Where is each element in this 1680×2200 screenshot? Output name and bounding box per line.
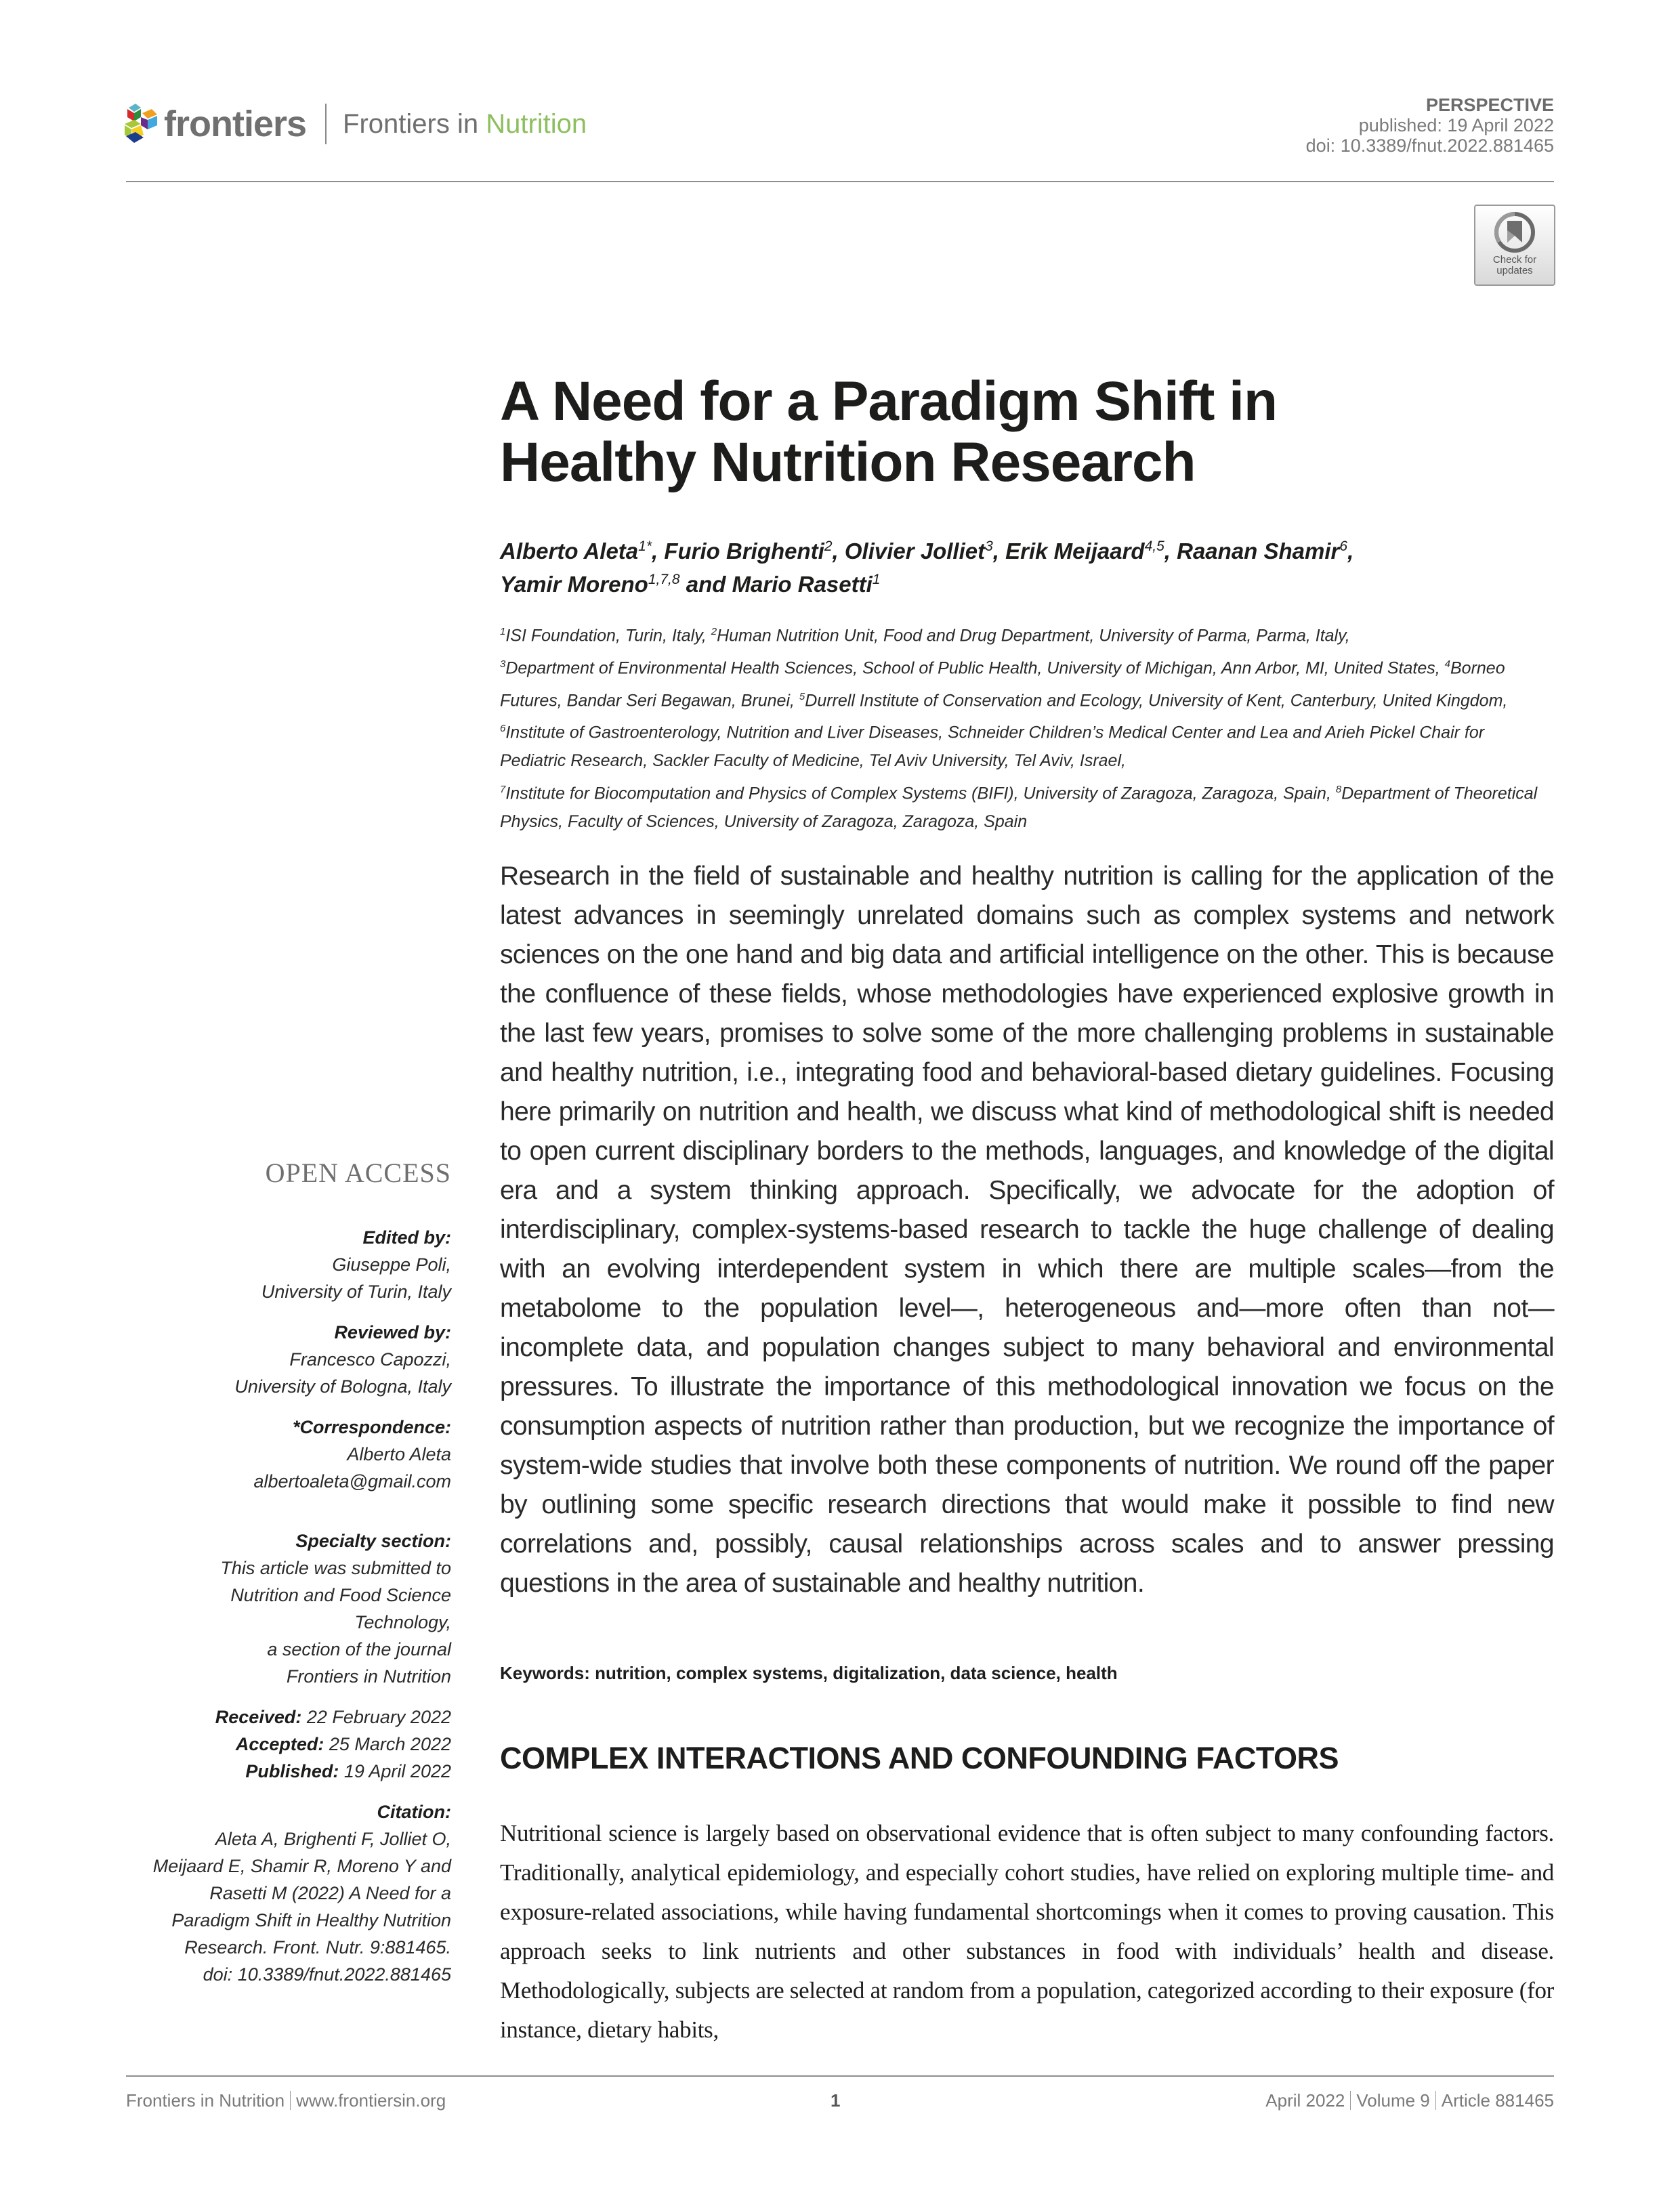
author-affiliation-sup: 1*	[638, 538, 652, 554]
article-meta	[1306, 95, 1554, 156]
affiliation-text: Borneo Futures, Bandar Seri Begawan, Brunei,	[500, 658, 1505, 710]
footer-divider	[126, 2075, 1554, 2077]
article-type: PERSPECTIVE	[1425, 95, 1554, 115]
section-heading: COMPLEX INTERACTIONS AND CONFOUNDING FACTORS	[500, 1741, 1339, 1775]
author-name: Raanan Shamir	[1177, 538, 1340, 564]
footer-volume: Volume 9	[1356, 2090, 1430, 2111]
affiliation-sup: 1	[500, 626, 506, 637]
keywords: Keywords: nutrition, complex systems, digitalization, data science, health	[500, 1663, 1118, 1683]
accepted-date	[126, 1731, 451, 1758]
affiliation-sup: 7	[500, 783, 506, 795]
brand-name: frontiers	[164, 104, 307, 144]
logo-divider	[325, 104, 327, 144]
frontiers-cubes-icon	[123, 102, 159, 146]
citation-doi[interactable]: doi: 10.3389/fnut.2022.881465	[203, 1964, 451, 1985]
citation-line: Rasetti M (2022) A Need for a	[209, 1883, 451, 1903]
specialty-section-label: Specialty section:	[295, 1531, 451, 1551]
frontiers-logo[interactable]	[123, 100, 587, 148]
specialty-line: Nutrition and Food Science	[230, 1585, 451, 1605]
check-for-updates-label	[1493, 255, 1536, 276]
author-name: Olivier Jolliet	[844, 538, 986, 564]
received-value: 22 February 2022	[301, 1707, 451, 1727]
correspondence-email[interactable]: albertoaleta@gmail.com	[253, 1471, 451, 1492]
body-paragraph: Nutritional science is largely based on observational evidence that is often subject to many confounding factors. Traditionally, analytical epidemiology, and especially cohort studies, have relied on exploring multiple time- and exposure-related associations, while having fundamental shortcomings when it comes to proving causation. This approach seeks to link nutrients and other substances in food with individuals’ health and disease. Methodologically, subjects are selected at random from a population, categorized according to their exposure (for instance, dietary habits,	[500, 1820, 1554, 2043]
affiliations	[500, 618, 1554, 836]
correspondence-name: Alberto Aleta	[347, 1444, 451, 1464]
title-line-1: A Need for a Paradigm Shift in	[500, 371, 1278, 432]
affiliation-sup: 6	[500, 723, 506, 735]
footer-journal	[126, 2090, 446, 2111]
published-value: 19 April 2022	[339, 1761, 451, 1781]
citation-label: Citation:	[377, 1802, 451, 1822]
affiliation-sup: 5	[799, 690, 805, 702]
edited-by-label: Edited by:	[362, 1227, 451, 1248]
editor-name[interactable]: Giuseppe Poli,	[332, 1254, 451, 1275]
author-name: Alberto Aleta	[500, 538, 639, 564]
check-updates-line1: Check for	[1492, 254, 1537, 266]
citation-line: Paradigm Shift in Healthy Nutrition	[171, 1910, 451, 1930]
affiliation-text: Institute for Biocomputation and Physics of Complex Systems (BIFI), University of Zaragoza, Zaragoza, Spain,	[505, 784, 1336, 803]
received-date	[126, 1704, 451, 1731]
author[interactable]	[845, 538, 993, 564]
check-updates-line2: updates	[1496, 265, 1533, 276]
author-name: Yamir Moreno	[500, 572, 648, 597]
journal-prefix: Frontiers in	[343, 108, 486, 139]
affiliation-text: Institute of Gastroenterology, Nutrition and Liver Diseases, Schneider Children’s Medical Center and Lea and Arieh Pickel Chair for Pediatric Research, Sackler Faculty of Medicine, Tel Aviv University, Tel Aviv, Israel,	[500, 723, 1485, 771]
author[interactable]	[664, 538, 832, 564]
author-affiliation-sup: 4,5	[1144, 538, 1164, 554]
affiliation-text: Department of Theoretical Physics, Faculty of Sciences, University of Zaragoza, Zaragoza, Spain	[500, 784, 1538, 831]
affiliation-text: Human Nutrition Unit, Food and Drug Department, University of Parma, Parma, Italy,	[717, 626, 1350, 646]
specialty-line: Technology,	[354, 1612, 451, 1632]
affiliation-sup: 2	[711, 626, 717, 637]
footer-issue-info	[1265, 2090, 1554, 2111]
editor-affiliation: University of Turin, Italy	[261, 1282, 451, 1302]
journal-accent: Nutrition	[486, 108, 587, 139]
published-date: published: 19 April 2022	[1358, 115, 1554, 135]
article-title	[500, 371, 1557, 493]
article-info-sidebar	[126, 1157, 451, 1988]
citation-line: Research. Front. Nutr. 9:881465.	[184, 1937, 451, 1958]
specialty-line: This article was submitted to	[220, 1558, 451, 1578]
author[interactable]	[1005, 538, 1164, 564]
page-number: 1	[831, 2090, 841, 2111]
author-affiliation-sup: 1,7,8	[648, 572, 680, 587]
published-date-sidebar	[126, 1758, 451, 1785]
affiliation-sup: 8	[1335, 783, 1342, 795]
author-affiliation-sup: 1	[872, 572, 881, 587]
footer-article-number: Article 881465	[1441, 2090, 1554, 2111]
reviewer-name[interactable]: Francesco Capozzi,	[289, 1349, 451, 1370]
affiliation-text: ISI Foundation, Turin, Italy,	[505, 626, 711, 646]
citation-line: Meijaard E, Shamir R, Moreno Y and	[152, 1856, 451, 1876]
journal-name	[343, 109, 587, 140]
footer-journal-name: Frontiers in Nutrition	[126, 2090, 285, 2111]
affiliation-sup: 3	[500, 658, 506, 670]
doi-link[interactable]: doi: 10.3389/fnut.2022.881465	[1305, 135, 1554, 156]
footer-separator	[1435, 2091, 1436, 2110]
received-label: Received:	[215, 1707, 302, 1727]
specialty-line: Frontiers in Nutrition	[286, 1666, 451, 1687]
author[interactable]	[732, 572, 881, 597]
author[interactable]	[500, 538, 652, 564]
accepted-label: Accepted:	[235, 1734, 324, 1754]
check-for-updates-button[interactable]	[1474, 205, 1555, 286]
footer-separator	[290, 2091, 291, 2110]
author[interactable]	[500, 572, 680, 597]
reviewer-affiliation: University of Bologna, Italy	[234, 1376, 451, 1397]
author[interactable]	[1177, 538, 1347, 564]
author-affiliation-sup: 6	[1339, 538, 1348, 554]
header-divider	[126, 181, 1554, 182]
author-name: Furio Brighenti	[664, 538, 824, 564]
footer-separator	[1350, 2091, 1351, 2110]
affiliation-text: Department of Environmental Health Sciences, School of Public Health, University of Michigan, Ann Arbor, MI, United States,	[505, 658, 1445, 678]
correspondence-label: *Correspondence:	[292, 1417, 451, 1437]
abstract: Research in the field of sustainable and healthy nutrition is calling for the application of the latest advances in seemingly unrelated domains such as complex systems and network sciences on the one hand and big data and artificial intelligence on the other. This is because the confluence of these fields, whose methodologies have experienced explosive growth in the last few years, promises to solve some of the more challenging problems in sustainable and healthy nutrition, i.e., integrating food and behavioral-based dietary guidelines. Focusing here primarily on nutrition and health, we discuss what kind of methodological shift is needed to open current disciplinary borders to the methods, languages, and knowledge of the digital era and a system thinking approach. Specifically, we advocate for the adoption of interdisciplinary, complex-systems-based research to tackle the huge challenge of dealing with an evolving interdependent system in which there are multiple scales—from the metabolome to the population level—, heterogeneous and—more often than not— incomplete data, and population changes subject to many behavioral and environmental pressures. To illustrate the importance of this methodological innovation we focus on the consumption aspects of nutrition rather than production, but we recognize the importance of system-wide studies that involve both these components of nutrition. We round off the paper by outlining some specific research directions that would make it possible to find new correlations and, possibly, causal relationships across scales and to answer pressing questions in the area of sustainable and healthy nutrition.	[500, 862, 1554, 1598]
bookmark-ring-icon	[1492, 210, 1537, 255]
reviewed-by-label: Reviewed by:	[334, 1322, 451, 1342]
title-line-2: Healthy Nutrition Research	[500, 431, 1196, 493]
footer-date: April 2022	[1265, 2090, 1345, 2111]
author-affiliation-sup: 2	[824, 538, 833, 554]
specialty-line: a section of the journal	[267, 1639, 451, 1659]
affiliation-sup: 4	[1444, 658, 1450, 670]
citation-line: Aleta A, Brighenti F, Jolliet O,	[215, 1829, 451, 1849]
accepted-value: 25 March 2022	[324, 1734, 451, 1754]
published-label: Published:	[245, 1761, 339, 1781]
authors-conjunction: and	[679, 572, 732, 597]
author-list: Alberto Aleta$^{1*}$, Furio Brighenti$^2$, Olivier Jolliet$^3$, Erik Meijaard$^{4,5}$, Raanan Shamir$^6$, Yamir Moreno$^{1,7,8}$ and Mario Rasetti$^1$	[500, 538, 1354, 597]
author-name: Mario Rasetti	[732, 572, 873, 597]
affiliation-text: Durrell Institute of Conservation and Ecology, University of Kent, Canterbury, United Kingdom,	[805, 690, 1508, 710]
author-affiliation-sup: 3	[985, 538, 993, 554]
footer-website-link[interactable]: www.frontiersin.org	[296, 2090, 446, 2111]
author-name: Erik Meijaard	[1005, 538, 1145, 564]
open-access-label: OPEN ACCESS	[265, 1158, 451, 1188]
